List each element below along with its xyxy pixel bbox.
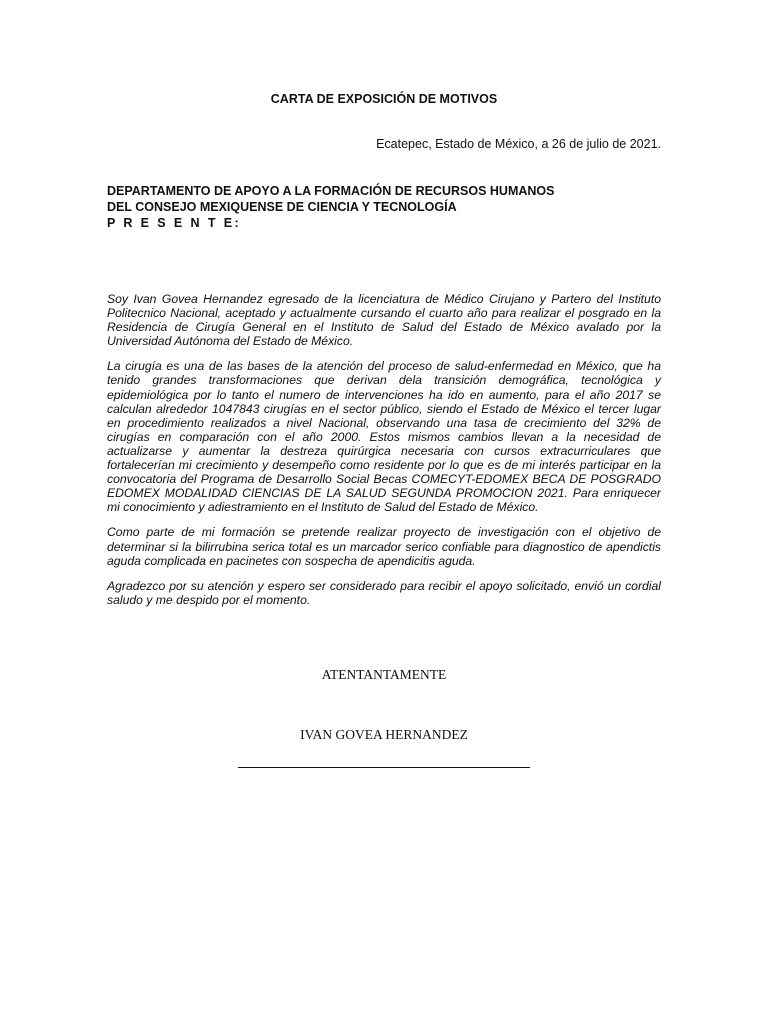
recipient-block: [107, 183, 554, 231]
letter-title: CARTA DE EXPOSICIÓN DE MOTIVOS: [270, 92, 498, 106]
closing-salutation: ATENTANTAMENTE: [321, 667, 447, 682]
body-paragraph-3: Como parte de mi formación se pretende realizar proyecto de investigación con el objetivo de determinar si la bilirrubina serica total es un marcador serico confiable para diagnostico de apendictis aguda complicada en pacinetes con sospecha de apendicitis aguda.: [107, 525, 661, 568]
signer-name: IVAN GOVEA HERNANDEZ: [300, 727, 468, 742]
recipient-line-1: DEPARTAMENTO DE APOYO A LA FORMACIÓN DE RECURSOS HUMANOS: [107, 184, 555, 198]
recipient-line-3: P R E S E N T E:: [107, 216, 242, 230]
date-line: Ecatepec, Estado de México, a 26 de julio de 2021.: [376, 137, 661, 151]
body-paragraph-4: Agradezco por su atención y espero ser considerado para recibir el apoyo solicitado, envió un cordial saludo y me despido por el momento.: [107, 578, 661, 607]
letter-body: [107, 292, 661, 618]
recipient-line-2: DEL CONSEJO MEXIQUENSE DE CIENCIA Y TECNOLOGÍA: [107, 200, 457, 214]
body-paragraph-2: La cirugía es una de las bases de la atención del proceso de salud-enfermedad en México, que ha tenido grandes transformaciones que derivan dela transición demográfica, tecnológica y epidemiológica por lo tanto el numero de intervenciones ha ido en aumento, para el año 2017 se calculan alrededor 1047843 cirugías en el sector público, siendo el Estado de México el tercer lugar en procedimiento realizados a nivel Nacional, observando una tasa de crecimiento del 32% de cirugías en comparación con el año 2000. Estos mismos cambios llevan a la necesidad de actualizarse y aumentar la destreza quirúrgica necesaria con cursos extracurriculares que fortalecerían mi crecimiento y desempeño como residente por lo que es de mi interés participar en la convocatoria del Programa de Desarrollo Social Becas COMECYT-EDOMEX BECA DE POSGRADO EDOMEX MODALIDAD CIENCIAS DE LA SALUD SEGUNDA PROMOCION 2021. Para enriquecer mi conocimiento y adiestramiento en el Instituto de Salud del Estado de México.: [107, 359, 661, 515]
body-paragraph-1: Soy Ivan Govea Hernandez egresado de la licenciatura de Médico Cirujano y Partero del Instituto Politecnico Nacional, aceptado y actualmente cursando el cuarto año para realizar el posgrado en la Residencia de Cirugía General en el Instituto de Salud del Estado de México avalado por la Universidad Autónoma del Estado de México.: [107, 292, 661, 349]
signature-line: [238, 767, 530, 768]
